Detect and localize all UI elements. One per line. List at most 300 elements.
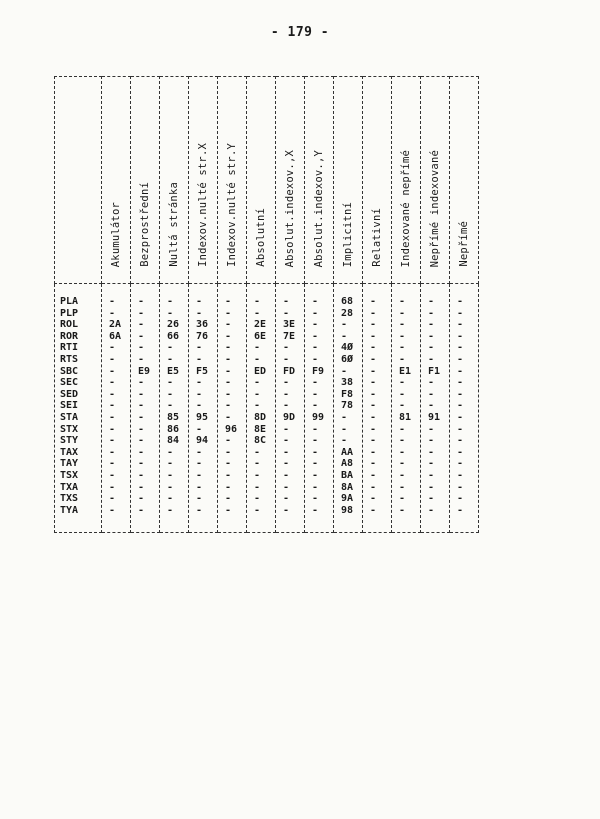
mnemonic: TXA [60,481,79,493]
opcode-cell: - [283,446,290,458]
opcode-cell: - [312,353,319,365]
opcode-cell: - [254,481,261,493]
opcode-cell: - [370,319,377,331]
opcode-cell: - [428,342,435,354]
opcode-cell: - [138,388,145,400]
opcode-cell: - [254,342,261,354]
opcode-cell: - [225,342,232,354]
opcode-cell: - [254,458,261,470]
mnemonic: SEI [60,400,79,412]
opcode-cell: - [138,435,145,447]
opcode-cell: ED [254,365,267,377]
opcode-cell: - [370,458,377,470]
opcode-cell: - [254,296,261,307]
opcode-column [276,284,305,533]
opcode-cell: - [283,307,290,319]
opcode-cell: - [138,330,145,342]
opcode-cell: - [457,377,464,389]
opcode-cell: - [457,342,464,354]
opcode-cell: - [399,342,406,354]
column-header [218,77,247,284]
column-header-label: Absolut.indexov.,X [284,149,296,267]
opcode-cell: - [138,411,145,423]
opcode-cell: - [109,377,116,389]
opcode-cell: - [370,307,377,319]
mnemonic: STY [60,435,79,447]
opcode-cell: - [109,493,116,505]
opcode-cell: F5 [196,365,209,377]
opcode-cell: - [312,458,319,470]
opcode-cell: - [399,458,406,470]
opcode-cell: 6A [109,330,122,342]
opcode-cell: - [167,296,174,307]
column-header [247,77,276,284]
opcode-cell: 6Ø [341,353,354,365]
opcode-cell: - [370,446,377,458]
opcode-cell: - [196,388,203,400]
opcode-cell: 66 [167,330,180,342]
opcode-cell: - [138,353,145,365]
opcode-cell: 86 [167,423,180,435]
opcode-cell: - [196,493,203,505]
opcode-cell: - [370,365,377,377]
opcode-cell: - [312,319,319,331]
opcode-cell: - [370,388,377,400]
opcode-cell: - [254,353,261,365]
column-header [392,77,421,284]
opcode-cell: 78 [341,400,354,412]
opcode-cell: - [196,377,203,389]
mnemonic: PLA [60,296,79,307]
opcode-cell: 96 [225,423,238,435]
column-header-label: Absolut.indexov.,Y [313,149,325,267]
opcode-cell: - [370,296,377,307]
opcode-cell: - [225,411,232,423]
column-header-label: Nepřímé [458,221,470,267]
opcode-cell: 2A [109,319,122,331]
opcode-cell: - [109,435,116,447]
opcode-cell: - [312,504,319,516]
opcode-cell: - [428,388,435,400]
opcode-cell: - [457,458,464,470]
opcode-cell: - [254,388,261,400]
mnemonic: TAX [60,446,79,458]
opcode-cell: 8E [254,423,267,435]
opcode-column [305,284,334,533]
opcode-cell: - [428,504,435,516]
opcode-column [218,284,247,533]
opcode-cell: - [370,504,377,516]
opcode-cell: - [312,377,319,389]
opcode-cell: - [370,481,377,493]
column-header [160,77,189,284]
opcode-cell: - [399,296,406,307]
opcode-cell: - [312,400,319,412]
opcode-cell: - [428,458,435,470]
opcode-cell: - [196,446,203,458]
opcode-cell: - [109,307,116,319]
opcode-cell: FD [283,365,296,377]
opcode-cell: - [399,330,406,342]
opcode-cell: - [370,469,377,481]
mnemonic: TSX [60,469,79,481]
opcode-cell: 95 [196,411,209,423]
opcode-cell: - [196,481,203,493]
opcode-cell: - [254,400,261,412]
opcode-cell: 9D [283,411,296,423]
opcode-cell: - [341,423,348,435]
opcode-cell: - [254,377,261,389]
opcode-cell: - [312,296,319,307]
opcode-cell: - [370,342,377,354]
opcode-cell: - [254,446,261,458]
opcode-cell: - [225,504,232,516]
opcode-cell: E1 [399,365,412,377]
mnemonic: PLP [60,307,79,319]
opcode-cell: 7E [283,330,296,342]
column-header-label: Bezprostřední [139,182,151,267]
opcode-cell: - [428,319,435,331]
opcode-cell: - [370,423,377,435]
opcode-cell: - [225,353,232,365]
opcode-cell: - [283,504,290,516]
opcode-cell: - [457,481,464,493]
opcode-cell: - [428,493,435,505]
opcode-cell: - [399,319,406,331]
opcode-cell: - [341,365,348,377]
opcode-cell: - [225,319,232,331]
opcode-cell: - [196,458,203,470]
opcode-cell: - [312,388,319,400]
opcode-cell: 85 [167,411,180,423]
mnemonic: SEC [60,377,79,389]
opcode-cell: - [109,296,116,307]
mnemonic: ROL [60,319,79,331]
opcode-cell: - [428,400,435,412]
column-header-label: Absolutní [255,208,267,267]
column-header-label: Nultá stránka [168,182,180,267]
column-header [334,77,363,284]
opcode-cell: - [138,423,145,435]
opcode-cell: - [225,446,232,458]
opcode-column [247,284,276,533]
opcode-cell: - [312,435,319,447]
opcode-cell: F9 [312,365,325,377]
opcode-cell: 8D [254,411,267,423]
opcode-cell: 2E [254,319,267,331]
opcode-cell: - [312,342,319,354]
opcode-cell: - [138,446,145,458]
opcode-cell: - [399,400,406,412]
corner-cell [55,77,102,284]
opcode-column [392,284,421,533]
opcode-cell: - [457,365,464,377]
opcode-column [363,284,392,533]
opcode-cell: 68 [341,296,354,307]
opcode-cell: - [225,388,232,400]
header-row [55,77,479,284]
opcode-cell: - [109,342,116,354]
opcode-cell: - [109,400,116,412]
opcode-cell: - [167,377,174,389]
opcode-cell: F8 [341,388,354,400]
opcode-cell: - [167,493,174,505]
opcode-cell: - [312,469,319,481]
opcode-cell: - [167,353,174,365]
column-header [421,77,450,284]
opcode-cell: - [138,481,145,493]
opcode-cell: E9 [138,365,151,377]
column-header [102,77,131,284]
opcode-cell: 4Ø [341,342,354,354]
opcode-cell: - [370,353,377,365]
opcode-cell: - [109,458,116,470]
opcode-cell: - [196,423,203,435]
opcode-cell: - [370,493,377,505]
opcode-cell: - [341,319,348,331]
opcode-cell: - [341,411,348,423]
opcode-cell: - [283,342,290,354]
column-header-label: Indexované nepřímé [400,149,412,267]
opcode-cell: - [167,458,174,470]
opcode-cell: - [399,481,406,493]
opcode-cell: - [457,469,464,481]
opcode-cell: - [457,435,464,447]
opcode-cell: - [167,307,174,319]
opcode-cell: - [283,400,290,412]
opcode-cell: - [196,353,203,365]
opcode-cell: - [283,423,290,435]
opcode-cell: 84 [167,435,180,447]
opcode-cell: - [312,446,319,458]
opcode-cell: - [138,493,145,505]
mnemonic: TYA [60,504,79,516]
opcode-cell: - [167,481,174,493]
mnemonic: RTI [60,342,79,354]
opcode-cell: - [138,469,145,481]
opcode-cell: - [457,388,464,400]
column-header-label: Relativní [371,208,383,267]
opcode-cell: - [167,504,174,516]
opcode-cell: - [196,307,203,319]
opcode-cell: - [399,504,406,516]
opcode-cell: - [428,377,435,389]
opcode-cell: - [254,493,261,505]
opcode-cell: - [457,411,464,423]
opcode-cell: - [399,446,406,458]
opcode-cell: - [312,493,319,505]
opcode-cell: - [167,342,174,354]
opcode-cell: - [457,307,464,319]
opcode-cell: - [399,353,406,365]
opcode-cell: 8A [341,481,354,493]
opcode-cell: - [399,377,406,389]
opcode-cell: - [167,446,174,458]
opcode-cell: - [399,469,406,481]
opcode-cell: - [399,435,406,447]
column-header-label: Indexov.nulté str.Y [226,143,238,267]
opcode-column [450,284,479,533]
mnemonic: RTS [60,353,79,365]
opcode-cell: 8C [254,435,267,447]
opcode-cell: - [457,446,464,458]
opcode-cell: 36 [196,319,209,331]
opcode-cell: - [109,469,116,481]
opcode-cell: 91 [428,411,441,423]
opcode-cell: - [457,504,464,516]
opcode-cell: - [457,493,464,505]
opcode-cell: BA [341,469,354,481]
opcode-cell: - [254,469,261,481]
mnemonic: ROR [60,330,79,342]
opcode-cell: - [225,469,232,481]
opcode-cell: A8 [341,458,354,470]
opcode-cell: 38 [341,377,354,389]
opcode-cell: - [457,400,464,412]
opcode-cell: - [399,388,406,400]
opcode-cell: - [167,469,174,481]
opcode-cell: - [341,330,348,342]
mnemonic: STX [60,423,79,435]
opcode-cell: - [109,446,116,458]
opcode-cell: E5 [167,365,180,377]
opcode-cell: - [312,307,319,319]
opcode-column [421,284,450,533]
mnemonic: STA [60,411,79,423]
opcode-cell: - [428,469,435,481]
opcode-cell: - [138,504,145,516]
page-number: - 179 - [270,25,330,40]
opcode-cell: - [399,493,406,505]
opcode-cell: - [399,423,406,435]
opcode-cell: - [138,319,145,331]
opcode-cell: - [283,458,290,470]
opcode-cell: - [370,435,377,447]
opcode-cell: - [225,330,232,342]
opcode-column [102,284,131,533]
opcode-cell: - [428,446,435,458]
opcode-table [54,76,479,533]
opcode-cell: - [312,330,319,342]
opcode-column [131,284,160,533]
opcode-cell: 76 [196,330,209,342]
opcode-cell: - [457,423,464,435]
opcode-cell: - [370,377,377,389]
opcode-cell: 26 [167,319,180,331]
opcode-cell: - [225,435,232,447]
opcode-cell: - [428,330,435,342]
column-header [305,77,334,284]
opcode-cell: - [109,504,116,516]
opcode-cell: - [225,481,232,493]
opcode-cell: - [225,365,232,377]
opcode-cell: - [196,400,203,412]
opcode-cell: - [225,493,232,505]
opcode-cell: 94 [196,435,209,447]
opcode-cell: - [283,377,290,389]
opcode-cell: - [109,365,116,377]
opcode-cell: - [370,400,377,412]
opcode-column [334,284,363,533]
opcode-cell: - [457,353,464,365]
opcode-cell: - [428,307,435,319]
opcode-cell: - [225,307,232,319]
opcode-cell: - [225,458,232,470]
opcode-cell: - [457,330,464,342]
opcode-cell: - [428,423,435,435]
opcode-cell: - [167,400,174,412]
mnemonic: TXS [60,493,79,505]
opcode-cell: - [196,342,203,354]
opcode-cell: F1 [428,365,441,377]
opcode-cell: - [341,435,348,447]
opcode-cell: 81 [399,411,412,423]
opcode-cell: - [457,296,464,307]
opcode-cell: - [370,411,377,423]
opcode-cell: - [109,388,116,400]
opcode-cell: 6E [254,330,267,342]
opcode-cell: - [196,469,203,481]
opcode-cell: - [138,400,145,412]
opcode-cell: - [283,435,290,447]
opcode-column [160,284,189,533]
column-header [189,77,218,284]
column-header-label: Implicitní [342,201,354,267]
opcode-cell: - [399,307,406,319]
opcode-cell: - [312,481,319,493]
opcode-cell: - [283,353,290,365]
opcode-cell: - [428,481,435,493]
opcode-cell: - [225,400,232,412]
opcode-cell: - [109,423,116,435]
table-row [55,284,479,533]
opcode-cell: 9A [341,493,354,505]
mnemonic-column [55,284,102,533]
opcode-cell: - [283,493,290,505]
column-header-label: Indexov.nulté str.X [197,143,209,267]
opcode-cell: - [109,411,116,423]
opcode-cell: 3E [283,319,296,331]
opcode-cell: 28 [341,307,354,319]
opcode-cell: - [283,296,290,307]
opcode-cell: - [283,469,290,481]
opcode-cell: - [138,307,145,319]
column-header [276,77,305,284]
opcode-cell: - [196,504,203,516]
mnemonic: SBC [60,365,79,377]
opcode-cell: - [109,353,116,365]
opcode-cell: - [457,319,464,331]
mnemonic: SED [60,388,79,400]
opcode-cell: - [225,296,232,307]
opcode-cell: - [428,435,435,447]
opcode-column [189,284,218,533]
opcode-cell: - [138,296,145,307]
opcode-cell: - [283,481,290,493]
opcode-cell: - [428,353,435,365]
opcode-cell: - [254,504,261,516]
opcode-cell: - [109,481,116,493]
opcode-cell: - [138,377,145,389]
column-header-label: Akumulátor [110,201,122,267]
opcode-cell: 99 [312,411,325,423]
column-header [363,77,392,284]
column-header [450,77,479,284]
opcode-cell: - [196,296,203,307]
column-header-label: Nepřímé indexované [429,149,441,267]
opcode-cell: - [138,342,145,354]
opcode-cell: - [428,296,435,307]
